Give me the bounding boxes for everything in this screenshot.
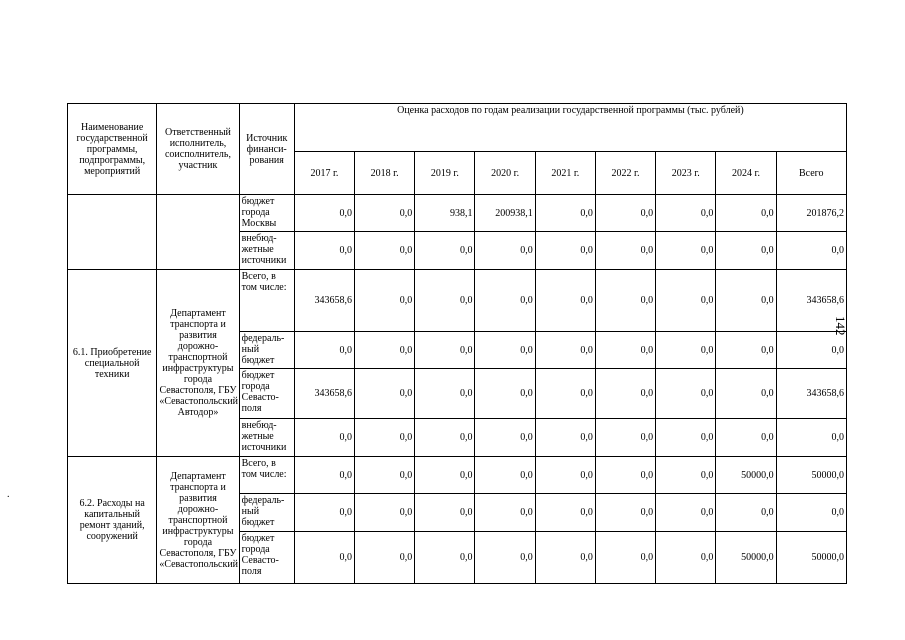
year-value: 0,0	[595, 419, 655, 457]
header-year: 2018 г.	[355, 152, 415, 195]
year-value: 0,0	[716, 494, 776, 532]
funding-source: бюджет города Севасто- поля	[239, 532, 294, 584]
year-value: 0,0	[656, 270, 716, 332]
year-value: 0,0	[535, 332, 595, 369]
header-year: 2020 г.	[475, 152, 535, 195]
year-value: 0,0	[355, 532, 415, 584]
year-value: 0,0	[595, 195, 655, 232]
year-value: 0,0	[355, 369, 415, 419]
year-value: 0,0	[535, 195, 595, 232]
year-value: 343658,6	[294, 270, 354, 332]
year-value: 0,0	[415, 369, 475, 419]
year-value: 0,0	[595, 332, 655, 369]
funding-source: бюджет города Севасто- поля	[239, 369, 294, 419]
table-row	[68, 270, 847, 332]
year-value: 0,0	[716, 270, 776, 332]
budget-table	[67, 103, 847, 584]
year-value: 0,0	[595, 494, 655, 532]
total-value: 50000,0	[776, 532, 846, 584]
year-value: 0,0	[716, 369, 776, 419]
year-value: 0,0	[294, 195, 354, 232]
year-value: 0,0	[415, 232, 475, 270]
stray-mark: .	[7, 489, 10, 500]
year-value: 0,0	[475, 270, 535, 332]
year-value: 0,0	[415, 419, 475, 457]
year-value: 0,0	[535, 270, 595, 332]
funding-source: бюджет города Москвы	[239, 195, 294, 232]
table-header	[68, 104, 847, 195]
year-value: 0,0	[716, 419, 776, 457]
table-row	[68, 195, 847, 232]
total-value: 0,0	[776, 332, 846, 369]
year-value: 0,0	[415, 332, 475, 369]
year-value: 0,0	[595, 532, 655, 584]
header-year: 2019 г.	[415, 152, 475, 195]
header-name: Наименование государственной программы, подпрограммы, мероприятий	[68, 104, 157, 195]
year-value: 0,0	[475, 457, 535, 494]
year-value: 50000,0	[716, 457, 776, 494]
header-year: 2017 г.	[294, 152, 354, 195]
total-value: 0,0	[776, 419, 846, 457]
year-value: 0,0	[656, 532, 716, 584]
funding-source: Всего, в том числе:	[239, 457, 294, 494]
header-source: Источник финанси-рования	[239, 104, 294, 195]
measure-name	[68, 195, 157, 270]
year-value: 0,0	[656, 332, 716, 369]
year-value: 0,0	[294, 457, 354, 494]
responsible-executor: Департамент транспорта и развития дорожно-транспортной инфраструктуры города Севастополя, ГБУ «Севастопольский	[157, 457, 239, 584]
header-year: 2021 г.	[535, 152, 595, 195]
total-value: 343658,6	[776, 369, 846, 419]
measure-name: 6.1. Приобретение специальной техники	[68, 270, 157, 457]
year-value: 0,0	[415, 532, 475, 584]
year-value: 0,0	[656, 419, 716, 457]
header-year: 2022 г.	[595, 152, 655, 195]
year-value: 0,0	[656, 195, 716, 232]
year-value: 343658,6	[294, 369, 354, 419]
year-value: 0,0	[535, 457, 595, 494]
responsible-executor	[157, 195, 239, 270]
year-value: 0,0	[415, 457, 475, 494]
total-value: 0,0	[776, 232, 846, 270]
year-value: 0,0	[535, 369, 595, 419]
year-value: 200938,1	[475, 195, 535, 232]
total-value: 0,0	[776, 494, 846, 532]
total-value: 50000,0	[776, 457, 846, 494]
year-value: 0,0	[355, 494, 415, 532]
year-value: 0,0	[656, 369, 716, 419]
funding-source: внебюд- жетные источники	[239, 419, 294, 457]
year-value: 0,0	[656, 232, 716, 270]
year-value: 0,0	[294, 532, 354, 584]
year-value: 0,0	[355, 457, 415, 494]
header-year: 2024 г.	[716, 152, 776, 195]
page-number: 142	[833, 316, 848, 336]
year-value: 0,0	[355, 419, 415, 457]
year-value: 50000,0	[716, 532, 776, 584]
year-value: 938,1	[415, 195, 475, 232]
year-value: 0,0	[475, 332, 535, 369]
funding-source: федераль- ный бюджет	[239, 332, 294, 369]
year-value: 0,0	[656, 494, 716, 532]
table-body	[68, 195, 847, 584]
header-responsible: Ответственный исполнитель, соисполнитель, участник	[157, 104, 239, 195]
header-year: Всего	[776, 152, 846, 195]
year-value: 0,0	[294, 232, 354, 270]
year-value: 0,0	[595, 232, 655, 270]
year-value: 0,0	[475, 419, 535, 457]
measure-name: 6.2. Расходы на капитальный ремонт зданий, сооружений	[68, 457, 157, 584]
header-year: 2023 г.	[656, 152, 716, 195]
year-value: 0,0	[475, 369, 535, 419]
year-value: 0,0	[294, 419, 354, 457]
year-value: 0,0	[535, 232, 595, 270]
responsible-executor: Департамент транспорта и развития дорожно-транспортной инфраструктуры города Севастополя, ГБУ «Севастопольский Автодор»	[157, 270, 239, 457]
year-value: 0,0	[535, 532, 595, 584]
year-value: 0,0	[716, 232, 776, 270]
year-value: 0,0	[355, 332, 415, 369]
table-row	[68, 457, 847, 494]
year-value: 0,0	[294, 494, 354, 532]
year-value: 0,0	[475, 532, 535, 584]
year-value: 0,0	[415, 494, 475, 532]
year-value: 0,0	[415, 270, 475, 332]
year-value: 0,0	[294, 332, 354, 369]
total-value: 201876,2	[776, 195, 846, 232]
year-value: 0,0	[475, 232, 535, 270]
year-value: 0,0	[595, 270, 655, 332]
year-value: 0,0	[716, 332, 776, 369]
year-value: 0,0	[535, 419, 595, 457]
header-group-title: Оценка расходов по годам реализации государственной программы (тыс. рублей)	[294, 104, 846, 152]
funding-source: федераль- ный бюджет	[239, 494, 294, 532]
total-value: 343658,6	[776, 270, 846, 332]
year-value: 0,0	[656, 457, 716, 494]
year-value: 0,0	[535, 494, 595, 532]
year-value: 0,0	[595, 457, 655, 494]
year-value: 0,0	[355, 195, 415, 232]
year-value: 0,0	[475, 494, 535, 532]
funding-source: Всего, в том числе:	[239, 270, 294, 332]
year-value: 0,0	[355, 270, 415, 332]
year-value: 0,0	[595, 369, 655, 419]
year-value: 0,0	[716, 195, 776, 232]
funding-source: внебюд- жетные источники	[239, 232, 294, 270]
year-value: 0,0	[355, 232, 415, 270]
